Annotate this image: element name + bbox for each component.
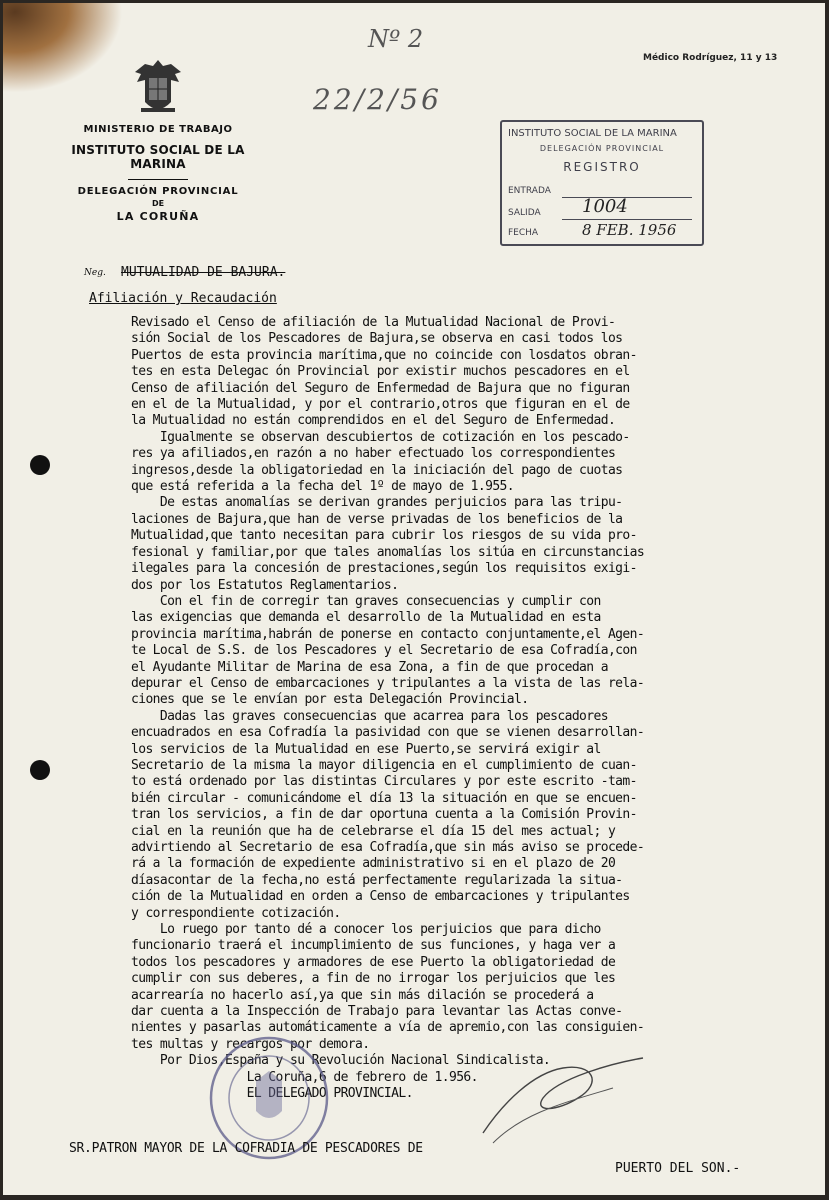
body-line: ciones que se le envían por esta Delegación Provincial. bbox=[131, 692, 529, 708]
letterhead bbox=[43, 58, 273, 223]
body-line: to está ordenado por las distintas Circulares y por este escrito -tam- bbox=[131, 774, 637, 790]
body-line: Puertos de esta provincia marítima,que no coincide con losdatos obran- bbox=[131, 347, 637, 363]
body-line: los servicios de la Mutualidad en ese Puerto,se servirá exigir al bbox=[131, 741, 601, 757]
institute-name: INSTITUTO SOCIAL DE LA MARINA bbox=[71, 143, 245, 171]
stamp-heading: REGISTRO bbox=[563, 160, 641, 174]
body-line: laciones de Bajura,que han de verse privadas de los beneficios de la bbox=[131, 511, 623, 527]
body-line: sión Social de los Pescadores de Bajura,se observa en casi todos los bbox=[131, 331, 623, 347]
body-line: fesional y familiar,por que tales anomalías los sitúa en circunstancias bbox=[131, 544, 645, 560]
body-line: rá a la formación de expediente administrativo si en el plazo de 20 bbox=[131, 856, 616, 872]
body-line: Mutualidad,que tanto necesitan para cubrir los riesgos de su vida pro- bbox=[131, 528, 637, 544]
delegation-name: DELEGACIÓN PROVINCIAL bbox=[77, 186, 239, 197]
body-line: depurar el Censo de embarcaciones y tripulantes a la vista de las rela- bbox=[131, 675, 645, 691]
body-line: funcionario traerá el incumplimiento de sus funciones, y haga ver a bbox=[131, 938, 616, 954]
body-line: cial en la reunión que ha de celebrarse el día 15 del mes actual; y bbox=[131, 823, 616, 839]
stamp-line bbox=[562, 219, 692, 220]
stamp-fecha-value: 8 FEB. 1956 bbox=[582, 221, 677, 239]
body-line: acarrearía no hacerlo así,ya que sin más dilación se procederá a bbox=[131, 987, 594, 1003]
body-line: res ya afiliados,en razón a no haber efectuado los correspondientes bbox=[131, 446, 616, 462]
body-line: todos los pescadores y armadores de ese Puerto la obligatoriedad de bbox=[131, 954, 616, 970]
body-line: De estas anomalías se derivan grandes perjuicios para las tripu- bbox=[131, 495, 623, 511]
body-line: Secretario de la misma la mayor diligencia en el cumplimiento de cuan- bbox=[131, 757, 637, 773]
stamp-entrada-label: ENTRADA bbox=[508, 186, 551, 196]
body-line: tes multas y recargos por demora. bbox=[131, 1036, 370, 1052]
body-line: y correspondiente cotización. bbox=[131, 905, 341, 921]
body-line: ingresos,desde la obligatoriedad en la iniciación del pago de cuotas bbox=[131, 462, 623, 478]
divider bbox=[128, 179, 188, 180]
body-line: Con el fin de corregir tan graves consecuencias y cumplir con bbox=[131, 593, 601, 609]
stamp-fecha-label: FECHA bbox=[508, 228, 539, 238]
stamp-title: INSTITUTO SOCIAL DE LA MARINA bbox=[508, 128, 677, 139]
ministry-name: MINISTERIO DE TRABAJO bbox=[83, 124, 233, 135]
registry-stamp bbox=[500, 120, 704, 246]
body-line: las exigencias que demanda el desarrollo de la Mutualidad en esta bbox=[131, 610, 601, 626]
addressee-place: PUERTO DEL SON.- bbox=[615, 1161, 741, 1176]
body-line: ilegales para la concesión de prestaciones,según los requisitos exigi- bbox=[131, 561, 637, 577]
body-line: advirtiendo al Secretario de esa Cofradía,que sin más aviso se procede- bbox=[131, 840, 645, 855]
reference-label: Neg. bbox=[84, 268, 106, 278]
body-line: tes en esta Delegac ón Provincial por existir muchos pescadores en el bbox=[131, 364, 630, 380]
body-line: Igualmente se observan descubiertos de cotización en los pescado- bbox=[131, 429, 630, 445]
struck-subject: MUTUALIDAD DE BAJURA. bbox=[121, 265, 286, 280]
document-page bbox=[3, 3, 825, 1195]
letter-body bbox=[131, 315, 825, 1103]
body-line: tran los servicios, a fin de dar oportuna cuenta a la Comisión Provin- bbox=[131, 807, 637, 823]
body-line: nientes y pasarlas automáticamente a vía de apremio,con las consiguien- bbox=[131, 1020, 645, 1036]
body-line: en el de la Mutualidad, y por el contrario,otros que figuran en el de bbox=[131, 397, 630, 413]
body-line: cumplir con sus deberes, a fin de no irrogar los perjuicios que les bbox=[131, 971, 616, 987]
body-line: el Ayudante Militar de Marina de esa Zona, a fin de que procedan a bbox=[131, 659, 608, 675]
body-line: Lo ruego por tanto dé a conocer los perjuicios que para dicho bbox=[131, 922, 601, 938]
body-line: díasacontar de la fecha,no está perfectamente regularizada la situa- bbox=[131, 872, 623, 888]
handwritten-number: Nº 2 bbox=[368, 25, 424, 53]
body-line: la Mutualidad no están comprendidos en el del Seguro de Enfermedad. bbox=[131, 413, 616, 429]
punch-hole bbox=[30, 455, 50, 475]
body-line: Censo de afiliación del Seguro de Enfermedad de Bajura que no figuran bbox=[131, 380, 630, 396]
body-line: provincia marítima,habrán de ponerse en contacto conjuntamente,el Agen- bbox=[131, 626, 645, 642]
body-line: Revisado el Censo de afiliación de la Mutualidad Nacional de Provi- bbox=[131, 315, 616, 330]
body-line: dar cuenta a la Inspección de Trabajo para levantar las Actas conve- bbox=[131, 1004, 623, 1020]
body-line: te Local de S.S. de los Pescadores y el Secretario de esa Cofradía,con bbox=[131, 643, 637, 659]
delegation-de: DE bbox=[151, 199, 165, 208]
signature bbox=[473, 1043, 673, 1153]
body-line: encuadrados en esa Cofradía la pasividad con que se vienen desarrollan- bbox=[131, 725, 645, 741]
body-line: La Coruña,6 de febrero de 1.956. bbox=[131, 1069, 478, 1085]
coat-of-arms-icon bbox=[131, 58, 185, 120]
body-line: ción de la Mutualidad en orden a Censo de embarcaciones y tripulantes bbox=[131, 889, 630, 905]
body-line: EL DELEGADO PROVINCIAL. bbox=[131, 1086, 413, 1102]
handwritten-date: 22/2/56 bbox=[313, 83, 442, 116]
stamp-salida-label: SALIDA bbox=[508, 208, 541, 218]
body-line: Por Dios,España y su Revolución Nacional Sindicalista. bbox=[131, 1053, 551, 1069]
body-line: que está referida a la fecha del 1º de mayo de 1.955. bbox=[131, 479, 515, 495]
body-line: dos por los Estatutos Reglamentarios. bbox=[131, 577, 399, 593]
subject-line: Afiliación y Recaudación bbox=[89, 291, 277, 306]
office-address: Médico Rodríguez, 11 y 13 bbox=[643, 53, 778, 63]
stamp-subtitle: DELEGACIÓN PROVINCIAL bbox=[539, 144, 665, 153]
stamp-salida-value: 1004 bbox=[582, 196, 628, 217]
body-line: bién circular - comunicándome el día 13 la situación en que se encuen- bbox=[131, 790, 637, 806]
city-name: LA CORUÑA bbox=[116, 210, 200, 223]
addressee: SR.PATRON MAYOR DE LA COFRADIA DE PESCADORES DE bbox=[69, 1141, 423, 1156]
punch-hole bbox=[30, 760, 50, 780]
body-line: Dadas las graves consecuencias que acarrea para los pescadores bbox=[131, 708, 608, 724]
